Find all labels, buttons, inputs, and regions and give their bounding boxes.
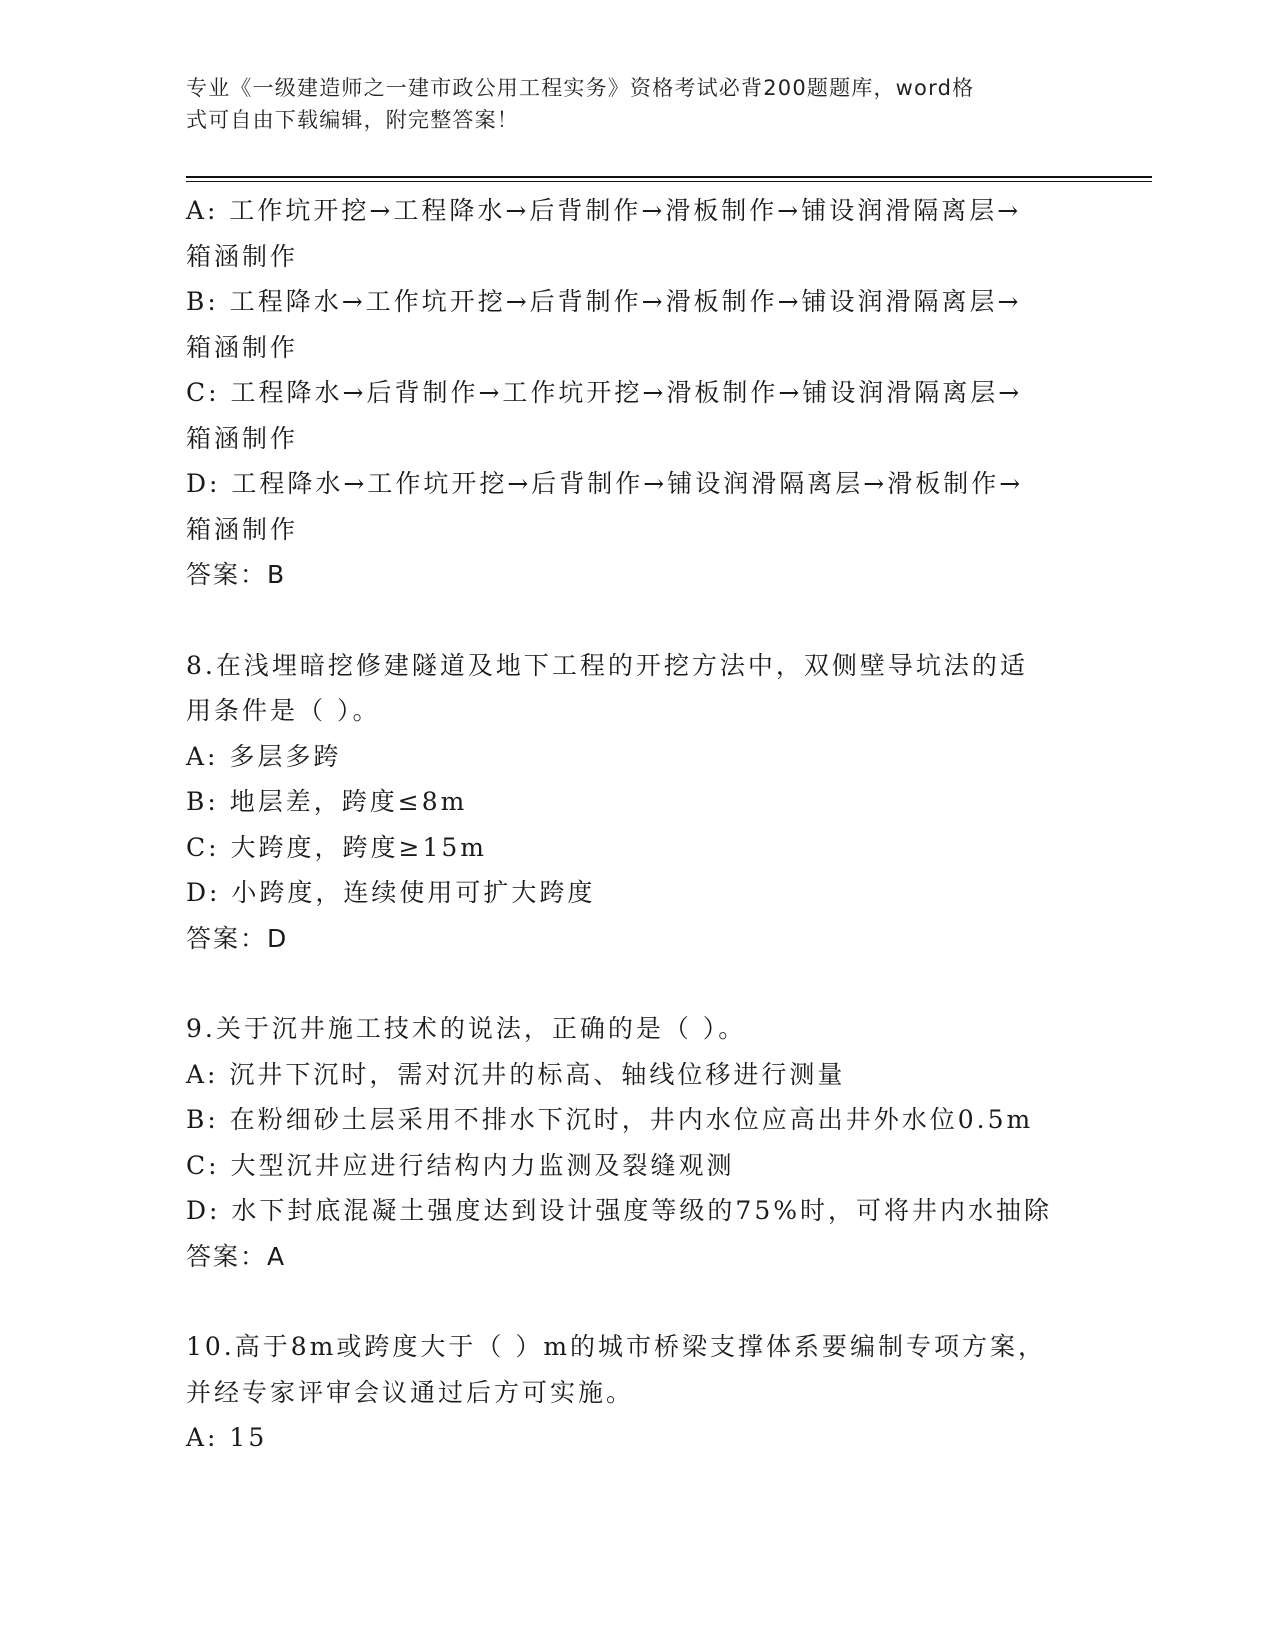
q7-answer: 答案：B bbox=[186, 560, 287, 589]
header-divider-thick bbox=[186, 176, 1152, 178]
q7-option-d-line-1: D: 工程降水→工作坑开挖→后背制作→铺设润滑隔离层→滑板制作→ bbox=[186, 469, 1024, 498]
q8-option-b: B: 地层差，跨度≤8m bbox=[186, 787, 468, 816]
page-header bbox=[186, 72, 1066, 136]
q7-option-b-line-1: B: 工程降水→工作坑开挖→后背制作→滑板制作→铺设润滑隔离层→ bbox=[186, 287, 1022, 316]
header-line-2: 式可自由下载编辑，附完整答案！ bbox=[186, 108, 519, 132]
q9-option-d: D: 水下封底混凝土强度达到设计强度等级的75%时，可将井内水抽除 bbox=[186, 1196, 1052, 1225]
q8-answer: 答案：D bbox=[186, 923, 289, 953]
spacer bbox=[186, 598, 1066, 643]
q8-option-c: C: 大跨度，跨度≥15m bbox=[186, 832, 487, 862]
question-content bbox=[186, 188, 1066, 1461]
spacer bbox=[186, 961, 1066, 1006]
header-line-1: 专业《一级建造师之一建市政公用工程实务》资格考试必背200题题库，word格 bbox=[186, 76, 975, 100]
q9-option-c: C: 大型沉井应进行结构内力监测及裂缝观测 bbox=[186, 1150, 735, 1180]
q7-option-c-line-2: 箱涵制作 bbox=[186, 423, 299, 453]
q7-option-a-line-1: A: 工作坑开挖→工程降水→后背制作→滑板制作→铺设润滑隔离层→ bbox=[186, 196, 1022, 225]
q10-stem-line-1: 10.高于8m或跨度大于（ ）m的城市桥梁支撑体系要编制专项方案， bbox=[186, 1332, 1047, 1361]
question-9 bbox=[186, 1006, 1066, 1279]
q7-option-a-line-2: 箱涵制作 bbox=[186, 241, 299, 271]
header-divider-thin bbox=[186, 181, 1152, 182]
q10-option-a: A: 15 bbox=[186, 1423, 268, 1452]
question-7 bbox=[186, 188, 1066, 598]
q9-stem: 9.关于沉井施工技术的说法，正确的是（ ）。 bbox=[186, 1014, 747, 1043]
q8-option-a: A: 多层多跨 bbox=[186, 741, 342, 771]
q9-option-a: A: 沉井下沉时，需对沉井的标高、轴线位移进行测量 bbox=[186, 1059, 846, 1089]
question-10 bbox=[186, 1324, 1066, 1461]
q8-stem-line-2: 用条件是（ ）。 bbox=[186, 696, 381, 725]
q9-option-b: B: 在粉细砂土层采用不排水下沉时，井内水位应高出井外水位0.5m bbox=[186, 1105, 1034, 1134]
spacer bbox=[186, 1279, 1066, 1324]
q7-option-d-line-2: 箱涵制作 bbox=[186, 514, 299, 544]
question-8 bbox=[186, 643, 1066, 962]
q9-answer: 答案：A bbox=[186, 1241, 287, 1271]
q7-option-c-line-1: C: 工程降水→后背制作→工作坑开挖→滑板制作→铺设润滑隔离层→ bbox=[186, 378, 1023, 407]
q8-option-d: D: 小跨度，连续使用可扩大跨度 bbox=[186, 878, 596, 907]
q7-option-b-line-2: 箱涵制作 bbox=[186, 332, 299, 362]
q8-stem-line-1: 8.在浅埋暗挖修建隧道及地下工程的开挖方法中，双侧壁导坑法的适 bbox=[186, 650, 1028, 680]
q10-stem-line-2: 并经专家评审会议通过后方可实施。 bbox=[186, 1377, 635, 1407]
